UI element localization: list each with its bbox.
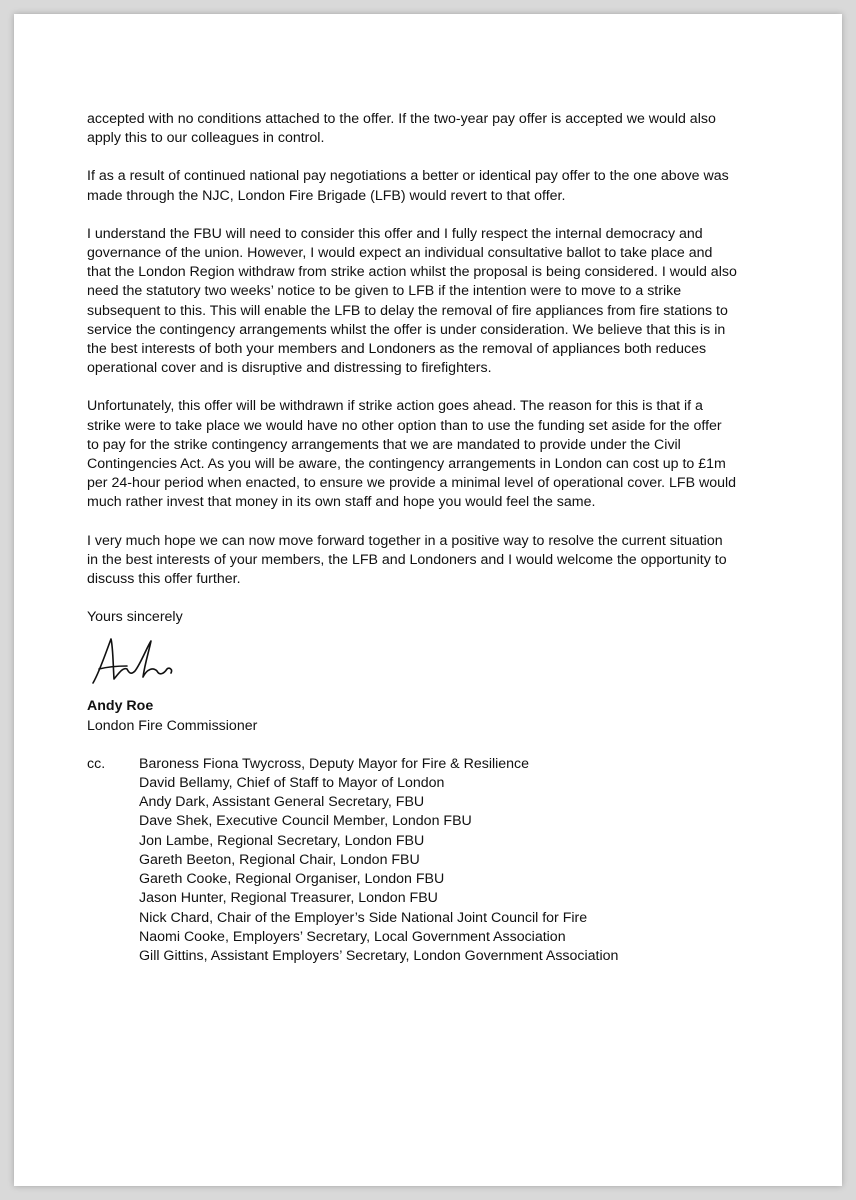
handwritten-signature [87, 633, 177, 693]
cc-recipient: Jon Lambe, Regional Secretary, London FBU [139, 832, 425, 849]
paragraph-ballot-request: I understand the FBU will need to consider this offer and I fully respect the internal democracy and governance of the union. However, I would expect an individual consultative ballot to take place and that the London Region withdraw from strike action whilst the proposal is being considered. I would also need the statutory two weeks’ notice to be given to LFB if the intention were to move to a strike subsequent to this. This will enable the LFB to delay the removal of fire appliances from fire stations to service the contingency arrangements whilst the offer is under consideration. We believe that this is in the best interests of both your members and Londoners as the removal of appliances both reduces operational cover and is disruptive and distressing to firefighters. [87, 225, 737, 377]
letter-page [14, 14, 842, 1186]
cc-recipient-list [139, 755, 618, 966]
cc-section [87, 755, 737, 966]
cc-recipient: Jason Hunter, Regional Treasurer, London FBU [139, 890, 438, 907]
cc-recipient: Nick Chard, Chair of the Employer’s Side National Joint Council for Fire [139, 909, 588, 926]
cc-recipient: Andy Dark, Assistant General Secretary, FBU [139, 794, 425, 811]
cc-recipient: Gareth Cooke, Regional Organiser, London FBU [139, 871, 445, 888]
paragraph-njc-revert: If as a result of continued national pay negotiations a better or identical pay offer to the one above was made through the NJC, London Fire Brigade (LFB) would revert to that offer. [87, 168, 729, 204]
cc-recipient: Baroness Fiona Twycross, Deputy Mayor for Fire & Resilience [139, 755, 530, 772]
cc-recipient: Gareth Beeton, Regional Chair, London FBU [139, 851, 420, 868]
cc-recipient: Dave Shek, Executive Council Member, London FBU [139, 813, 472, 830]
cc-recipient: David Bellamy, Chief of Staff to Mayor of London [139, 775, 445, 792]
paragraph-offer-withdrawal: Unfortunately, this offer will be withdrawn if strike action goes ahead. The reason for this is that if a strike were to take place we would have no other option than to use the funding set aside for the offer to pay for the strike contingency arrangements that we are mandated to provide under the Civil Contingencies Act. As you will be aware, the contingency arrangements in London can cost up to £1m per 24-hour period when enacted, to ensure we provide a minimal level of operational cover. LFB would much rather invest that money in its own staff and hope you would feel the same. [87, 398, 737, 511]
signatory-title: London Fire Commissioner [87, 717, 258, 734]
cc-recipient: Naomi Cooke, Employers’ Secretary, Local Government Association [139, 928, 566, 945]
paragraph-offer-acceptance: accepted with no conditions attached to the offer. If the two-year pay offer is accepted we would also apply this to our colleagues in control. [87, 111, 716, 147]
paragraph-move-forward: I very much hope we can now move forward together in a positive way to resolve the current situation in the best interests of your members, the LFB and Londoners and I would welcome the opportunity to discuss this offer further. [87, 532, 727, 588]
signatory-name: Andy Roe [87, 698, 154, 715]
closing-salutation: Yours sincerely [87, 609, 183, 626]
letter-body [87, 110, 737, 966]
cc-recipient: Gill Gittins, Assistant Employers’ Secretary, London Government Association [139, 947, 619, 964]
cc-label: cc. [87, 755, 106, 772]
